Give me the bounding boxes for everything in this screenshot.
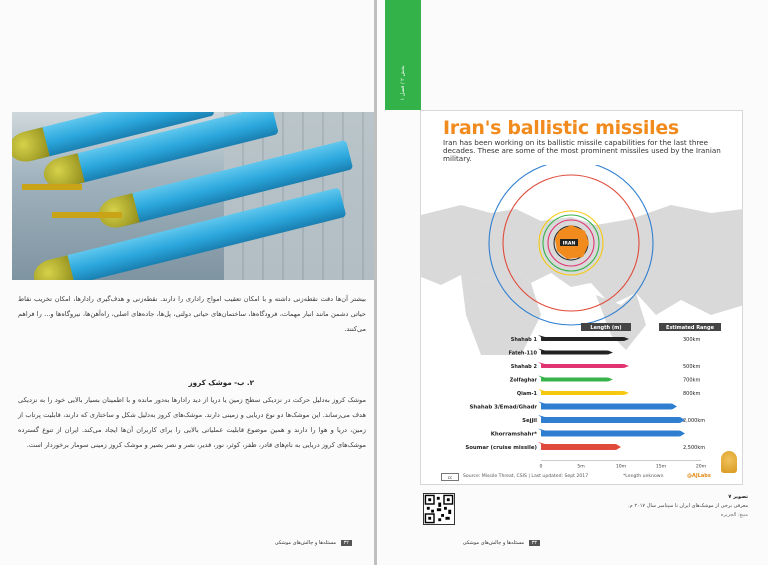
cruise-missiles-photo [12, 112, 374, 280]
x-tick-label: 5m [577, 464, 585, 470]
caption-source: منبع: الجزیره [720, 512, 748, 518]
caption-text: معرفی برخی از موشک‌های ایران تا سپتامبر سال ۲۰۱۷ م. [628, 503, 748, 509]
launcher-cart [52, 212, 122, 218]
missile-nose [31, 255, 75, 280]
missile-bar-fin [538, 402, 545, 404]
page-number: ۳۳ [529, 540, 540, 546]
paragraph-2: موشک کروز به‌دلیل حرکت در نزدیکی سطح زمین یا دریا از دید رادارها به‌دور مانده و با اطمینان بسیار بالایی خود را به نزدیکی هدف می‌رساند. این موشک‌ها دو نوع دریایی و زمینی دارند. موشک‌های کروز به‌دلیل شکل و ساختاری که دارند، قابلیت پرتاب از زمین، دریا و هوا را دارند و همین موضوع قابلیت عملیاتی بالایی را برای کاربران آن‌ها ایجاد می‌کند. ایران از تنوع گسترده موشک‌های کروز دریایی به نام‌های قادر، ظفر، کوثر، نور، قدیر، نصر و نصر بصیر و موشک کروز زمینی سومار برخوردار است. [18, 396, 366, 449]
bars-group [465, 335, 705, 451]
infographic-subtitle: Iran has been working on its ballistic missile capabilities for the last three decades. These are some of the most prominent missiles used by the Iranian military. [443, 138, 721, 163]
infographic-note: *Length unknown [623, 474, 664, 479]
missile-name-label: Shahab 3/Emad/Ghadr [469, 404, 537, 411]
missile-name-label: Zolfaghar [509, 377, 537, 384]
x-ticks-group [540, 461, 707, 470]
range-label: 2,500km [683, 445, 706, 451]
left-page [0, 0, 374, 565]
missile-bar [541, 444, 616, 450]
missiles-infographic [420, 110, 743, 485]
missile-name-label: Shahab 2 [510, 364, 537, 370]
missile-bar-fin [538, 442, 545, 444]
missile-bar-nose [680, 431, 685, 437]
missile-bar [541, 351, 608, 355]
x-tick-label: 20m [695, 464, 707, 470]
footer-title: مسئله‌ها و چالش‌های موشکی [462, 540, 525, 546]
missile-bar-nose [624, 364, 629, 368]
missile-bar-nose [616, 444, 621, 450]
range-label: 500km [683, 364, 701, 370]
missile-bar [541, 431, 680, 437]
iran-label: IRAN [562, 241, 576, 247]
left-page-footer [262, 540, 352, 546]
missile-name-label: Qiam-1 [516, 391, 537, 397]
missile-name-label: Soumar (cruise missile) [465, 445, 537, 451]
range-label: 2,000km [683, 418, 706, 424]
x-tick-label: 0 [539, 464, 543, 470]
length-header: Length (m) [590, 325, 622, 331]
range-header: Estimated Range [666, 325, 714, 331]
chapter-tab-label: بخش ۲ / فصل ۱ [400, 65, 406, 101]
footer-title: مسئله‌ها و چالش‌های موشکی [274, 540, 337, 546]
missile-bar [541, 378, 608, 382]
figure-caption [600, 493, 748, 520]
launcher-cart [22, 184, 82, 190]
missile-bar-fin [538, 389, 545, 391]
missile-name-label: Shahab 1 [510, 337, 537, 343]
missile-nose [12, 127, 50, 165]
missile-bar [541, 404, 672, 410]
missile-bar-fin [538, 335, 545, 337]
section-heading: ۲. ب- موشک کروز [188, 378, 254, 387]
missile-bar [541, 391, 624, 395]
missile-bar-fin [538, 349, 545, 351]
missile-bar [541, 417, 680, 423]
missile-bar-fin [538, 415, 545, 417]
missile-bar-nose [672, 404, 677, 410]
missile-name-label: Khorramshahr* [490, 431, 537, 438]
range-label: 300km [683, 337, 701, 343]
cc-license-badge: cc [441, 473, 459, 481]
missile-length-chart [421, 323, 743, 473]
missile-bar [541, 337, 624, 341]
missile-bar-nose [624, 391, 629, 395]
missile-bar-nose [608, 378, 613, 382]
page-number: ۳۲ [341, 540, 352, 546]
qr-code-icon [423, 493, 455, 525]
missile-name-label: Sejjil [522, 418, 537, 424]
paragraph-1: بیشتر آن‌ها دقت نقطه‌زنی داشته و با امکان تعقیب امواج راداری را دارند. نقطه‌زنی و هدف‌گیری رادارها، امکان تخریب نقاط حیاتی دشمن مانند انبار مهمات، فرودگاه‌ها، ساختمان‌های حیاتی دولتی، پل‌ها، جاده‌های اصلی، راه‌آهن‌ها، نیروگاه‌ها و... را فراهم می‌کنند. [18, 295, 366, 333]
missile-name-label: Fateh-110 [508, 350, 537, 357]
x-tick-label: 10m [615, 464, 627, 470]
range-label: 700km [683, 377, 701, 384]
al-jazeera-logo-icon [721, 451, 737, 473]
missile-bar-nose [624, 337, 629, 341]
infographic-title: Iran's ballistic missiles [443, 117, 679, 139]
missile-bar [541, 364, 624, 368]
missile-bar-fin [538, 376, 545, 378]
missile-bar-nose [608, 351, 613, 355]
caption-title: تصویر ۷ [728, 494, 748, 500]
infographic-source: Source: Missile Threat, CSIS | Last updated: Sept 2017 [463, 474, 589, 479]
x-tick-label: 15m [655, 464, 667, 470]
ajlabs-brand: @AJLabs [687, 473, 711, 479]
range-label: 800km [683, 391, 701, 397]
right-page-footer [440, 540, 540, 546]
missile-bar-fin [538, 429, 545, 431]
missile-bar-fin [538, 362, 545, 364]
